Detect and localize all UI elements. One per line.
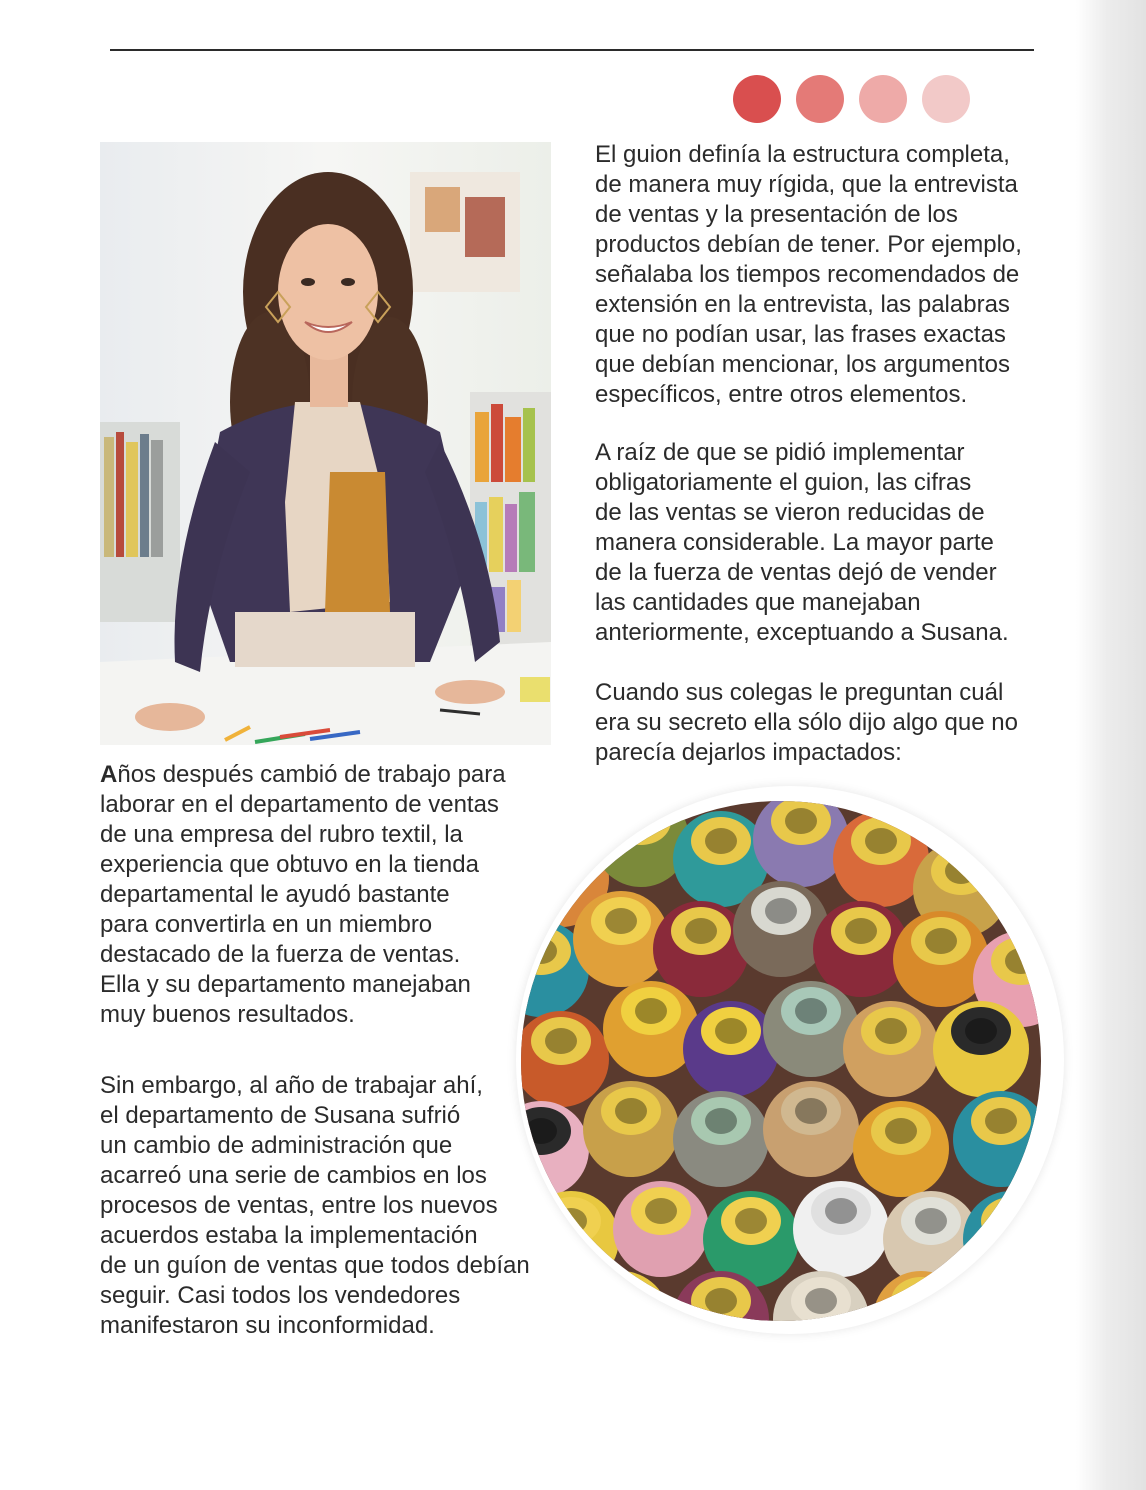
- dot-1: [733, 75, 781, 123]
- dot-4: [922, 75, 970, 123]
- left-paragraph-1-text: ños después cambió de trabajo para laborar en el departamento de ventas de una empresa del rubro textil, la experiencia que obtuvo en la tienda departamental le ayudó bastante para convertirla en un miembro destacado de la fuerza de ventas. Ella y su departamento manejaban muy buenos resultados.: [100, 761, 506, 1028]
- thread-spool: [603, 981, 699, 1077]
- thread-spool: [733, 881, 829, 977]
- top-rule: [110, 49, 1034, 51]
- left-paragraph-2: Sin embargo, al año de trabajar ahí, el departamento de Susana sufrió un cambio de administración que acarreó una serie de cambios en los procesos de ventas, entre los nuevos acuerdos estaba la implementación de un guíon de ventas que todos debían seguir. Casi todos los vendedores manifestaron su inconformidad.: [100, 1072, 530, 1339]
- decorative-dots: [733, 75, 970, 123]
- thread-spool: [763, 981, 859, 1077]
- thread-spool: [653, 901, 749, 997]
- drop-cap: A: [100, 761, 118, 788]
- thread-spool: [583, 1081, 679, 1177]
- right-paragraph-2: A raíz de que se pidió implementar obligatoriamente el guion, las cifras de las ventas se vieron reducidas de manera considerable. La mayor parte de la fuerza de ventas dejó de vender las cantidades que manejaban anteriormente, exceptuando a Susana.: [595, 439, 1009, 646]
- thread-spool: [843, 1001, 939, 1097]
- thread-spool: [613, 1181, 709, 1277]
- thread-spool: [893, 911, 989, 1007]
- left-paragraph-1: [100, 760, 570, 1030]
- woman-photo: [100, 142, 551, 745]
- page-edge-shadow: [1076, 0, 1146, 1490]
- right-paragraph-3: Cuando sus colegas le preguntan cuál era su secreto ella sólo dijo algo que no parecía dejarlos impactados:: [595, 679, 1018, 766]
- thread-photo: [521, 801, 1041, 1321]
- dot-2: [796, 75, 844, 123]
- thread-spool: [673, 1091, 769, 1187]
- thread-spool: [763, 1081, 859, 1177]
- thread-spool: [683, 1001, 779, 1097]
- thread-spool: [853, 1101, 949, 1197]
- dot-3: [859, 75, 907, 123]
- thread-spool: [933, 1001, 1029, 1097]
- right-paragraph-1: El guion definía la estructura completa, de manera muy rígida, que la entrevista de ventas y la presentación de los productos debían de tener. Por ejemplo, señalaba los tiempos recomendados de extensión en la entrevista, las palabras que no podían usar, las frases exactas que debían mencionar, los argumentos específicos, entre otros elementos.: [595, 141, 1022, 408]
- thread-spool: [793, 1181, 889, 1277]
